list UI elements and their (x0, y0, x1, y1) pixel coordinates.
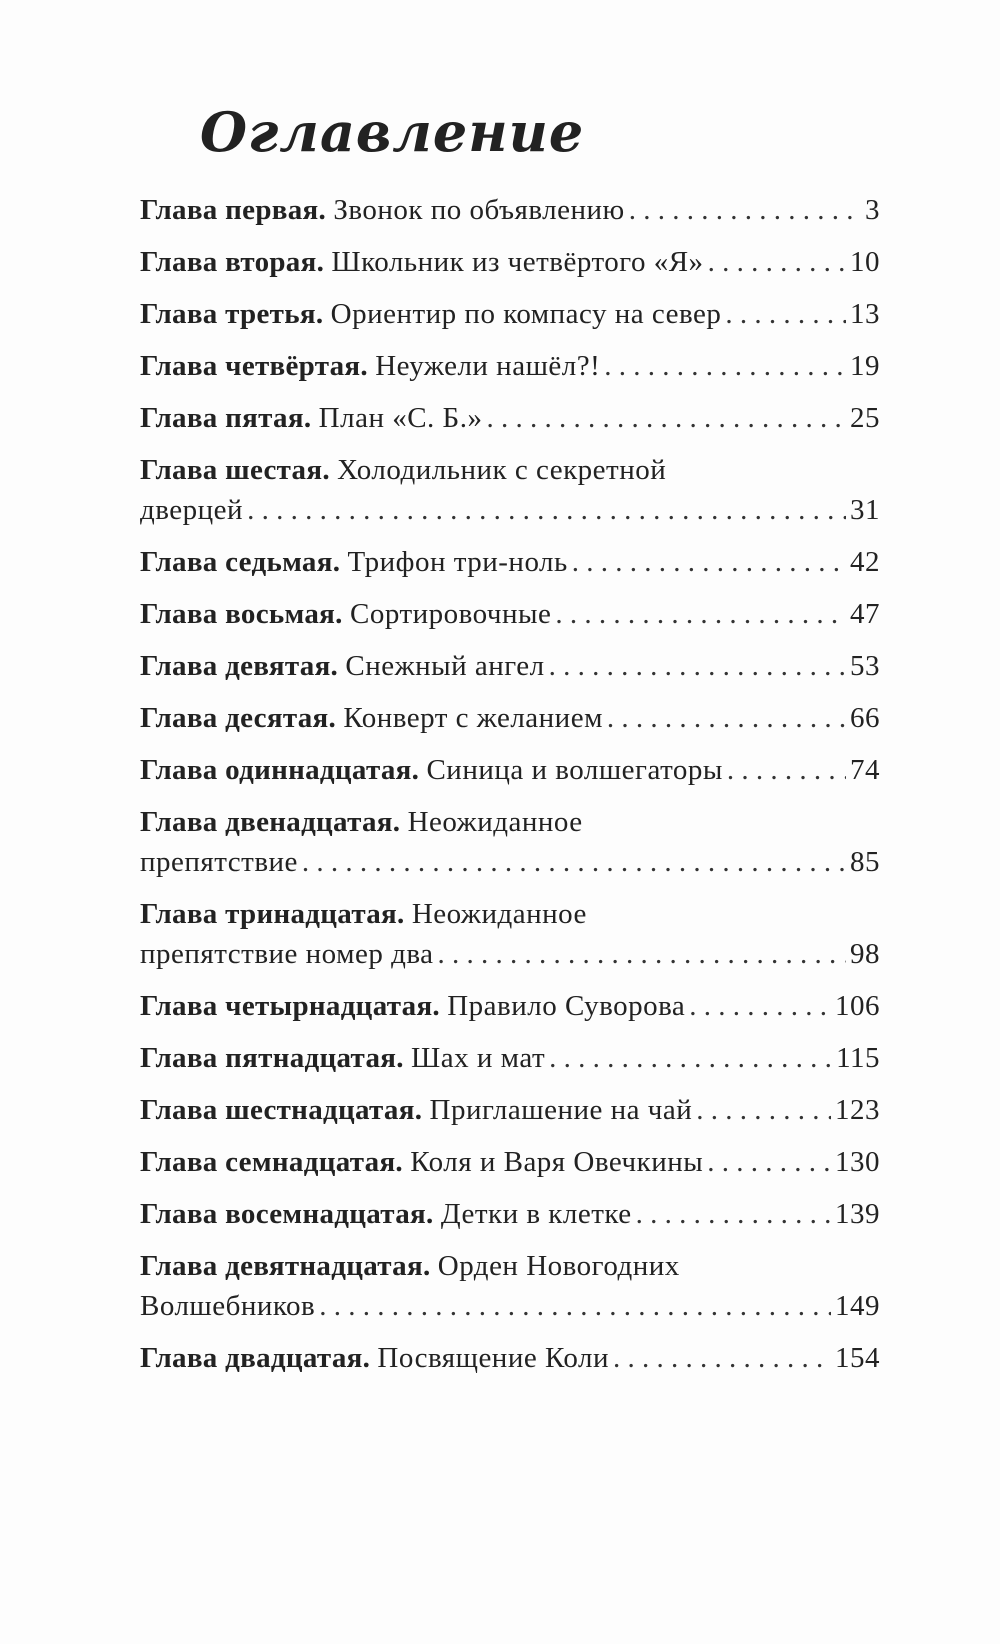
toc-entry[interactable] (140, 1194, 880, 1234)
toc-entry[interactable] (140, 450, 880, 530)
toc-entry[interactable] (140, 986, 880, 1026)
toc-entry[interactable] (140, 1142, 880, 1182)
page-number: 106 (835, 990, 880, 1022)
chapter-title: Детки в клетке (440, 1198, 632, 1230)
toc-entry[interactable] (140, 190, 880, 230)
chapter-label: Глава двадцатая. (140, 1342, 371, 1374)
chapter-title: Шах и мат (411, 1042, 546, 1074)
page-number: 149 (835, 1290, 880, 1322)
chapter-title: Синица и волшегаторы (426, 754, 723, 786)
chapter-title: Холодильник с секретной (337, 454, 667, 486)
page-number: 47 (850, 598, 880, 630)
chapter-title: Школьник из четвёртого «Я» (331, 246, 704, 278)
chapter-title: Коля и Варя Овечкины (410, 1146, 704, 1178)
chapter-label: Глава одиннадцатая. (140, 754, 420, 786)
chapter-label: Глава восемнадцатая. (140, 1198, 434, 1230)
toc-entry[interactable] (140, 750, 880, 790)
chapter-label: Глава пятая. (140, 402, 312, 434)
chapter-label: Глава девятнадцатая. (140, 1250, 431, 1282)
dot-leader (319, 1286, 831, 1326)
page-number: 3 (865, 194, 880, 226)
chapter-title-continued: препятствие номер два (140, 938, 434, 970)
toc-entry-line (140, 986, 880, 1026)
chapter-title: Посвящение Коли (377, 1342, 609, 1374)
page-number: 98 (850, 938, 880, 970)
toc-entry[interactable] (140, 698, 880, 738)
dot-leader (572, 542, 846, 582)
chapter-label: Глава восьмая. (140, 598, 343, 630)
chapter-title: Неужели нашёл?! (375, 350, 601, 382)
toc-entry-line (140, 1142, 880, 1182)
chapter-title-continued: препятствие (140, 846, 298, 878)
dot-leader (549, 1038, 832, 1078)
chapter-label: Глава двенадцатая. (140, 806, 401, 838)
page-number: 115 (836, 1042, 880, 1074)
dot-leader (486, 398, 846, 438)
chapter-label: Глава десятая. (140, 702, 337, 734)
toc-entry-line (140, 450, 880, 490)
dot-leader (636, 1194, 831, 1234)
toc-entry[interactable] (140, 646, 880, 686)
toc-entry[interactable] (140, 398, 880, 438)
toc-entry-line (140, 894, 880, 934)
toc-entry-line (140, 842, 880, 882)
dot-leader (438, 934, 846, 974)
page-number: 123 (835, 1094, 880, 1126)
dot-leader (725, 294, 846, 334)
toc-entry[interactable] (140, 894, 880, 974)
chapter-label: Глава четырнадцатая. (140, 990, 440, 1022)
toc-entry[interactable] (140, 1038, 880, 1078)
dot-leader (727, 750, 846, 790)
dot-leader (247, 490, 846, 530)
dot-leader (708, 242, 846, 282)
toc-entry-line (140, 190, 880, 230)
page-number: 139 (835, 1198, 880, 1230)
chapter-title-continued: дверцей (140, 494, 244, 526)
chapter-label: Глава шестая. (140, 454, 330, 486)
toc-entry-line (140, 646, 880, 686)
page-number: 25 (850, 402, 880, 434)
chapter-title: Конверт с желанием (343, 702, 603, 734)
toc-entry-line (140, 490, 880, 530)
toc-entry[interactable] (140, 242, 880, 282)
page-number: 13 (850, 298, 880, 330)
dot-leader (629, 190, 861, 230)
dot-leader (707, 1142, 831, 1182)
chapter-title: Правило Суворова (447, 990, 686, 1022)
chapter-title: Неожиданное (411, 898, 587, 930)
toc-entry-line (140, 934, 880, 974)
dot-leader (689, 986, 831, 1026)
toc-entry-line (140, 1090, 880, 1130)
chapter-title-continued: Волшебников (140, 1290, 316, 1322)
page-title: Оглавление (200, 100, 585, 164)
page-number: 10 (850, 246, 880, 278)
chapter-label: Глава тринадцатая. (140, 898, 405, 930)
toc-entry-line (140, 594, 880, 634)
page-number: 31 (850, 494, 880, 526)
toc-entry-line (140, 346, 880, 386)
page-number: 130 (835, 1146, 880, 1178)
page-number: 66 (850, 702, 880, 734)
page-number: 154 (835, 1342, 880, 1374)
dot-leader (696, 1090, 831, 1130)
page-number: 42 (850, 546, 880, 578)
toc-entry-line (140, 750, 880, 790)
dot-leader (613, 1338, 831, 1378)
chapter-title: Трифон три-ноль (347, 546, 568, 578)
chapter-label: Глава пятнадцатая. (140, 1042, 404, 1074)
toc-entry-line (140, 698, 880, 738)
page-number: 53 (850, 650, 880, 682)
chapter-label: Глава четвёртая. (140, 350, 368, 382)
dot-leader (302, 842, 846, 882)
chapter-label: Глава первая. (140, 194, 327, 226)
toc-entry[interactable] (140, 1246, 880, 1326)
toc-entry-line (140, 398, 880, 438)
toc-entry-line (140, 242, 880, 282)
chapter-title: Звонок по объявлению (333, 194, 625, 226)
dot-leader (607, 698, 846, 738)
chapter-title: План «С. Б.» (318, 402, 483, 434)
chapter-title: Орден Новогодних (437, 1250, 680, 1282)
chapter-label: Глава третья. (140, 298, 324, 330)
toc-entry-line (140, 542, 880, 582)
toc-entry-line (140, 1194, 880, 1234)
dot-leader (555, 594, 846, 634)
toc-entry-line (140, 1038, 880, 1078)
chapter-title: Неожиданное (407, 806, 583, 838)
toc-entry-line (140, 1286, 880, 1326)
toc-entry[interactable] (140, 802, 880, 882)
chapter-label: Глава седьмая. (140, 546, 341, 578)
chapter-label: Глава шестнадцатая. (140, 1094, 423, 1126)
page-number: 74 (850, 754, 880, 786)
chapter-title: Сортировочные (349, 598, 552, 630)
toc-entry[interactable] (140, 542, 880, 582)
chapter-title: Ориентир по компасу на север (330, 298, 722, 330)
page-number: 85 (850, 846, 880, 878)
chapter-title: Снежный ангел (345, 650, 545, 682)
toc-entry-line (140, 802, 880, 842)
chapter-label: Глава семнадцатая. (140, 1146, 403, 1178)
toc-entry-line (140, 1338, 880, 1378)
chapter-title: Приглашение на чай (429, 1094, 693, 1126)
toc-entry[interactable] (140, 1338, 880, 1378)
chapter-label: Глава вторая. (140, 246, 325, 278)
toc-entry[interactable] (140, 294, 880, 334)
toc-entry-line (140, 294, 880, 334)
dot-leader (549, 646, 846, 686)
chapter-label: Глава девятая. (140, 650, 339, 682)
page-number: 19 (850, 350, 880, 382)
toc-entry[interactable] (140, 1090, 880, 1130)
toc-entry-line (140, 1246, 880, 1286)
toc-entry[interactable] (140, 346, 880, 386)
toc-entry[interactable] (140, 594, 880, 634)
dot-leader (604, 346, 846, 386)
